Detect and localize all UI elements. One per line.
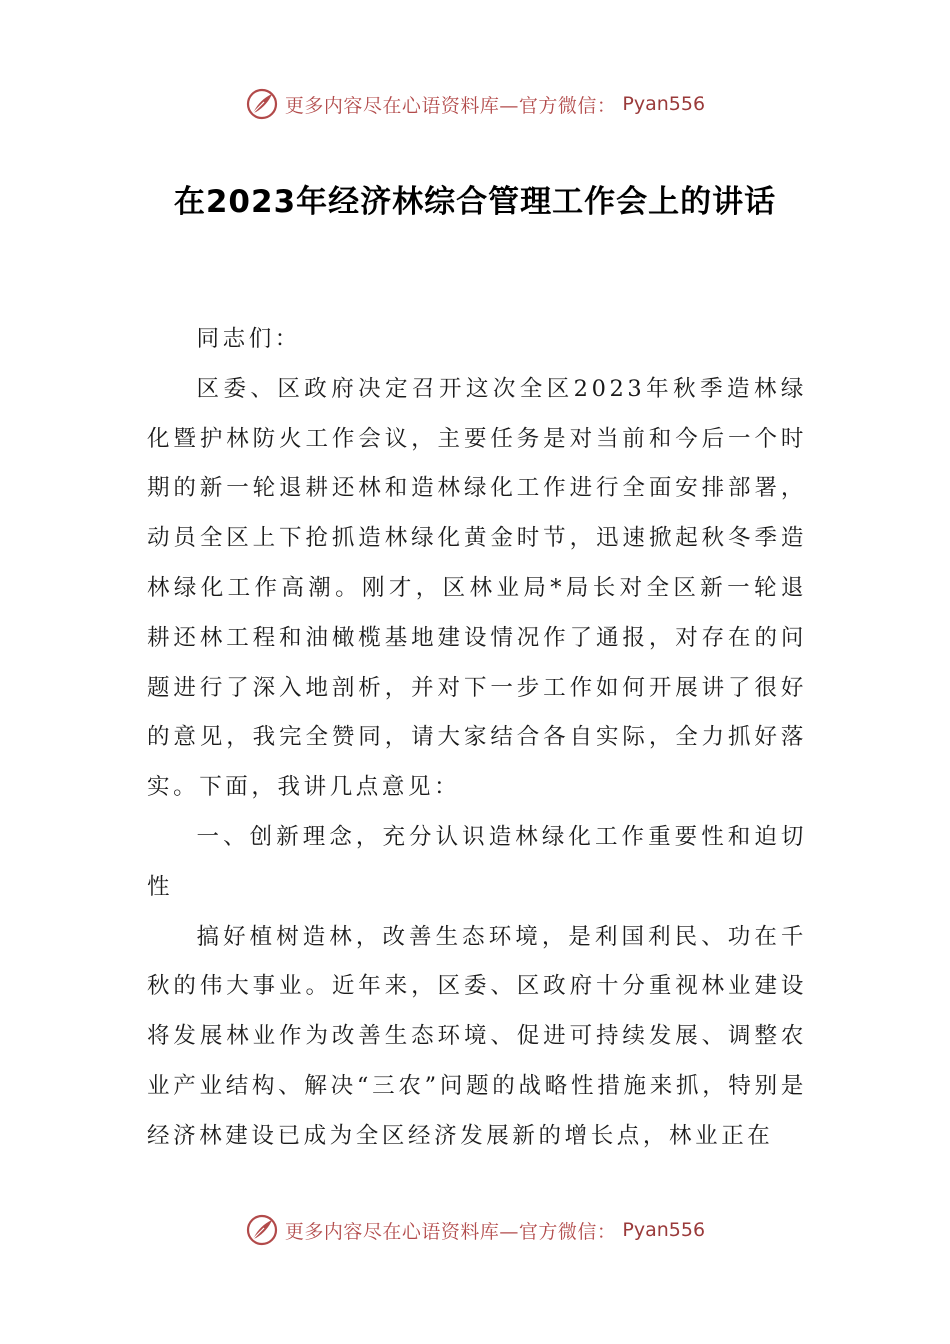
watermark-header (0, 84, 950, 124)
document-body (147, 315, 807, 1162)
salutation: 同志们： (196, 326, 301, 352)
watermark-wechat-id: Pyan556 (622, 93, 706, 115)
section-heading: 一、创新理念，充分认识造林绿化工作重要性和迫切性 (147, 823, 807, 900)
watermark-wechat-id: Pyan556 (622, 1219, 706, 1241)
quill-logo-icon (245, 1213, 279, 1247)
paragraph: 搞好植树造林，改善生态环境，是利国利民、功在千秋的伟大事业。近年来，区委、区政府十分重视林业建设将发展林业作为改善生态环境、促进可持续发展、调整农业产业结构、解决“三农”问题的战略性措施来抓，特别是经济林建设已成为全区经济发展新的增长点，林业正在 (147, 923, 807, 1149)
watermark-text: 更多内容尽在心语资料库—官方微信： (284, 1220, 617, 1243)
paragraph: 区委、区政府决定召开这次全区2023年秋季造林绿化暨护林防火工作会议，主要任务是对当前和今后一个时期的新一轮退耕还林和造林绿化工作进行全面安排部署，动员全区上下抢抓造林绿化黄金时节，迅速掀起秋冬季造林绿化工作高潮。刚才，区林业局*局长对全区新一轮退耕还林工程和油橄榄基地建设情况作了通报，对存在的问题进行了深入地剖析，并对下一步工作如何开展讲了很好的意见，我完全赞同，请大家结合各自实际，全力抓好落实。下面，我讲几点意见： (147, 375, 807, 801)
watermark-text: 更多内容尽在心语资料库—官方微信： (284, 94, 617, 117)
quill-logo-icon (245, 87, 279, 121)
document-title: 在2023年经济林综合管理工作会上的讲话 (173, 184, 777, 220)
watermark-footer (0, 1210, 950, 1250)
